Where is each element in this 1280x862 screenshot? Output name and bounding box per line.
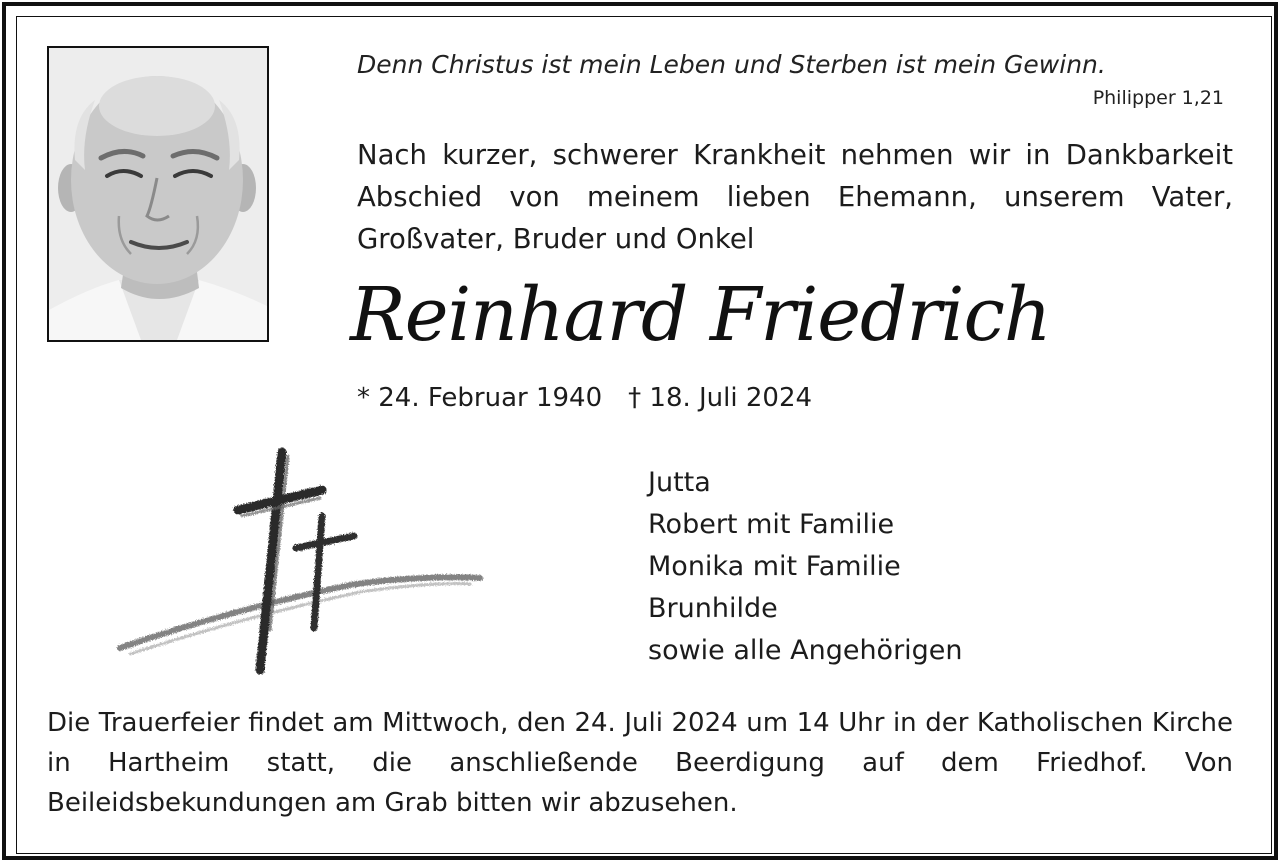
mourner-item: Brunhilde — [648, 593, 778, 624]
mourner-item: Jutta — [648, 467, 711, 498]
announcement-text: Nach kurzer, schwerer Krankheit nehmen wir in Dankbarkeit Abschied von meinem lieben Ehemann, unserem Vater, Großvater, Bruder und Onkel — [357, 139, 1233, 255]
mourner-item: Robert mit Familie — [648, 509, 895, 540]
life-dates — [357, 383, 812, 413]
birth-date: * 24. Februar 1940 — [357, 383, 603, 413]
mourners-list — [648, 462, 963, 672]
funeral-details: Die Trauerfeier findet am Mittwoch, den 24. Juli 2024 um 14 Uhr in der Katholischen Kirche in Hartheim statt, die anschließende Beerdigung auf dem Friedhof. Von Beileidsbekundungen am Grab bitten wir abzusehen. — [47, 708, 1233, 818]
mourner-item: Monika mit Familie — [648, 551, 901, 582]
deceased-name: Reinhard Friedrich — [350, 272, 1051, 358]
death-date: † 18. Juli 2024 — [628, 383, 813, 413]
mourner-item: sowie alle Angehörigen — [648, 635, 963, 666]
portrait-photo — [47, 46, 269, 342]
bible-verse: Denn Christus ist mein Leben und Sterben ist mein Gewinn. — [357, 50, 1106, 79]
bible-verse-reference: Philipper 1,21 — [1092, 87, 1224, 109]
two-crosses-icon — [110, 440, 490, 684]
